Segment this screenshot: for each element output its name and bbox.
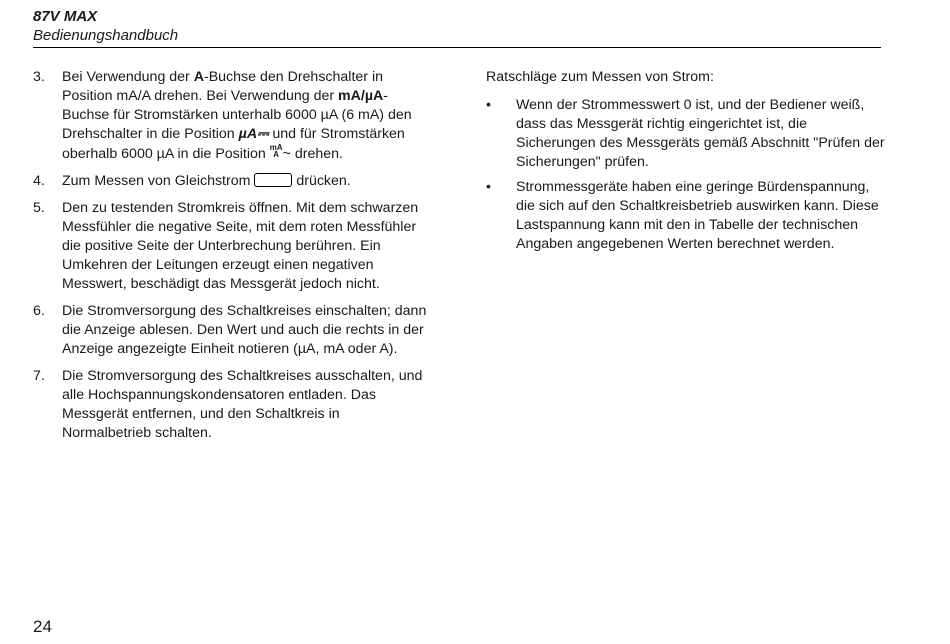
step-number: 6. — [33, 303, 45, 319]
a-symbol-text: A — [273, 150, 280, 159]
tips-heading: Ratschläge zum Messen von Strom: — [486, 69, 714, 85]
header-rule — [33, 47, 881, 48]
step-text: Die Stromversorgung des Schaltkreises ausschalten, und alle Hochspannungskondensatoren entladen. Das Messgerät entfernen, und den Schaltkreis in Normalbetrieb schalten. — [62, 368, 423, 441]
dc-icon: ⎓ — [257, 126, 269, 142]
step-4 — [33, 172, 428, 191]
ma-a-ac-symbol — [270, 144, 283, 158]
microamp-symbol-text: µA — [238, 126, 258, 142]
step-text-part: und für Stromstärken oberhalb 6000 µA in die Position — [62, 126, 405, 162]
tips-list — [486, 96, 886, 254]
tip-text: Wenn der Strommesswert 0 ist, und der Bediener weiß, dass das Messgerät richtig eingerichtet ist, die Sicherungen des Messgeräts gemäß Abschnitt "Prüfen der Sicherungen" prüfen. — [516, 97, 885, 170]
tip-text: Strommessgeräte haben eine geringe Bürdenspannung, die sich auf den Schaltkreisbetrieb auswirken kann. Diese Lastspannung kann mit den in Tabelle der technischen Angaben angegebenen Werten berechnet werden. — [516, 179, 879, 252]
bullet-icon: • — [486, 97, 491, 113]
step-3 — [33, 68, 428, 164]
tip-item — [486, 96, 886, 172]
tip-item — [486, 178, 886, 254]
step-6 — [33, 302, 428, 359]
microamp-dc-symbol — [239, 126, 269, 142]
step-text: Den zu testenden Stromkreis öffnen. Mit dem schwarzen Messfühler die negative Seite, mit dem roten Messfühler die positive Seite der Unterbrechung berühren. Ein Umkehren der Leitungen erzeugt einen negativen Messwert, beschädigt das Messgerät jedoch nicht. — [62, 200, 419, 292]
meter-button-icon — [254, 173, 292, 187]
step-number: 7. — [33, 368, 45, 384]
step-5 — [33, 199, 428, 294]
page-header — [33, 7, 881, 45]
step-text-part: Bei Verwendung der — [62, 69, 194, 85]
step-text-part: drücken. — [292, 173, 351, 189]
bullet-icon: • — [486, 179, 491, 195]
step-number: 3. — [33, 69, 45, 85]
step-number: 5. — [33, 200, 45, 216]
left-column — [33, 68, 428, 451]
step-text — [62, 173, 351, 189]
step-text-part: -Buchse den Drehschalter in Position mA/A drehen. Bei Verwendung der — [62, 69, 383, 104]
ac-icon: ~ — [282, 146, 291, 162]
procedure-steps — [33, 68, 428, 443]
step-text-part: drehen. — [290, 146, 343, 162]
ma-symbol-text: mA — [269, 143, 283, 152]
step-text-part: -Buchse für Stromstärken unterhalb 6000 µA (6 mA) den Drehschalter in die Position — [62, 88, 412, 142]
step-text: Die Stromversorgung des Schaltkreises einschalten; dann die Anzeige ablesen. Den Wert und auch die rechts in der Anzeige angezeigte Einheit notieren (µA, mA oder A). — [62, 303, 427, 357]
manual-subtitle: Bedienungshandbuch — [33, 27, 179, 44]
step-7 — [33, 367, 428, 443]
ma-ua-jack-label: mA/µA — [338, 88, 384, 104]
a-jack-label: A — [193, 69, 204, 85]
step-text — [62, 69, 412, 162]
right-column — [486, 68, 886, 260]
step-number: 4. — [33, 173, 45, 189]
page-number: 24 — [33, 617, 52, 636]
manual-title: 87V MAX — [33, 8, 98, 25]
step-text-part: Zum Messen von Gleichstrom — [62, 173, 255, 189]
